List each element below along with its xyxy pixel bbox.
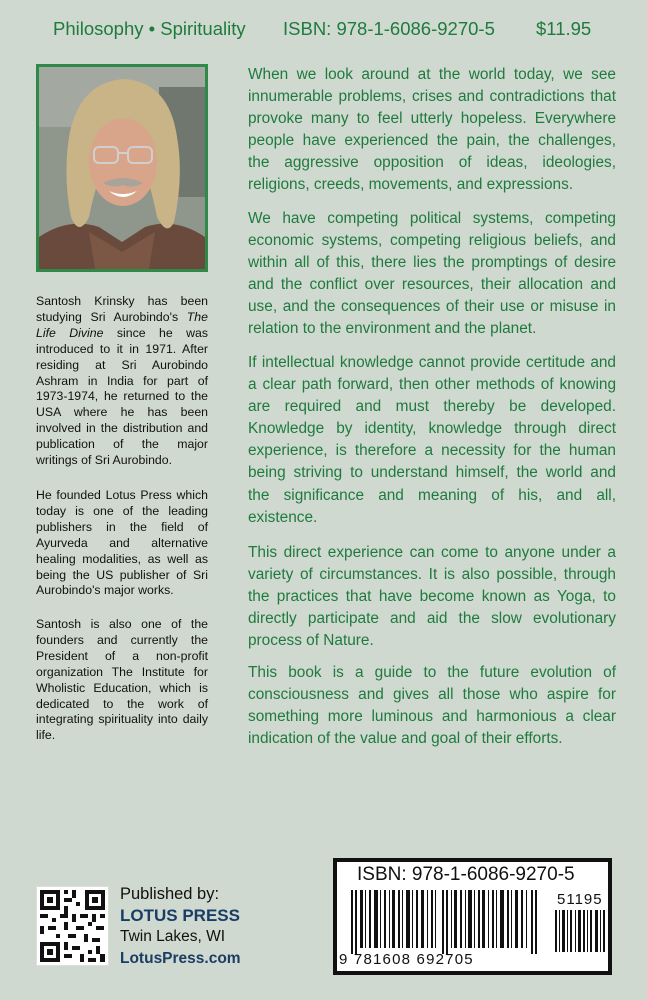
description-paragraph-2: We have competing political systems, competing economic systems, competing religious beliefs, and within all of this, there lies the promptings of desire and the conflict over resources, their allocation and use, and the consequences of their use or misuse in relation to the environment and the planet.	[248, 210, 616, 338]
categories-label: Philosophy • Spirituality	[53, 18, 246, 39]
price-label: $11.95	[536, 18, 592, 39]
publisher-location: Twin Lakes, WI	[120, 928, 226, 945]
bio-paragraph-1: Santosh Krinsky has been studying Sri Aurobindo's The Life Divine since he was introduced to it in 1971. After residing at Sri Aurobindo Ashram in India for part of 1973-1974, he returned to the USA where he has been involved in the distribution and publication of the major writings of Sri Aurobindo.	[36, 294, 208, 468]
description-paragraph-5: This book is a guide to the future evolution of consciousness and gives all those who aspire for something more luminous and harmonious a clear indication of the value and goal of their efforts.	[248, 664, 616, 748]
description-paragraph-4: This direct experience can come to anyone under a variety of circumstances. It is also possible, through the practices that have become known as Yoga, to directly participate and aid the slow evolutionary process of Nature.	[248, 544, 616, 650]
publisher-website-link[interactable]: LotusPress.com	[120, 950, 241, 967]
barcode-box	[333, 858, 612, 975]
barcode-price-code: 51195	[557, 891, 603, 908]
book-title-life-divine: The Life Divine	[36, 309, 208, 340]
publisher-name: LOTUS PRESS	[120, 906, 240, 925]
description-paragraph-3: If intellectual knowledge cannot provide certitude and a clear path forward, then other methods of knowing are required and must thereby be developed. Knowledge by identity, knowledge through direct experience, is therefore a necessity for the human being striving to understand himself, the world and the significance and meaning of his, and all, existence.	[248, 354, 616, 526]
published-by-label: Published by:	[120, 885, 220, 903]
author-portrait-image	[39, 67, 205, 269]
barcode-ean-digits: 9 781608 692705	[339, 951, 474, 968]
price-barcode-icon	[555, 910, 607, 952]
bio-paragraph-2: He founded Lotus Press which today is one of the leading publishers in the field of Ayurveda and alternative healing modalities, as well as being the US publisher of Sri Aurobindo's major works.	[36, 488, 208, 598]
qr-code-icon	[37, 887, 108, 965]
barcode-isbn-label: ISBN: 978-1-6086-9270-5	[357, 864, 575, 885]
description-paragraph-1: When we look around at the world today, we see innumerable problems, crises and contradictions that provoke many to feel utterly hopeless. Everywhere people have experienced the pain, the challenges, the aggressive opposition of ideas, ideologies, religions, creeds, movements, and expressions.	[248, 66, 616, 194]
qr-code[interactable]	[36, 886, 109, 966]
header-bar	[0, 14, 647, 44]
author-photo	[36, 64, 208, 272]
bio-paragraph-3: Santosh is also one of the founders and currently the President of a non-profit organization The Institute for Wholistic Education, which is dedicated to the work of integrating spirituality into daily life.	[36, 617, 208, 743]
header-isbn: ISBN: 978-1-6086-9270-5	[283, 18, 495, 39]
ean-barcode-icon	[351, 890, 541, 954]
